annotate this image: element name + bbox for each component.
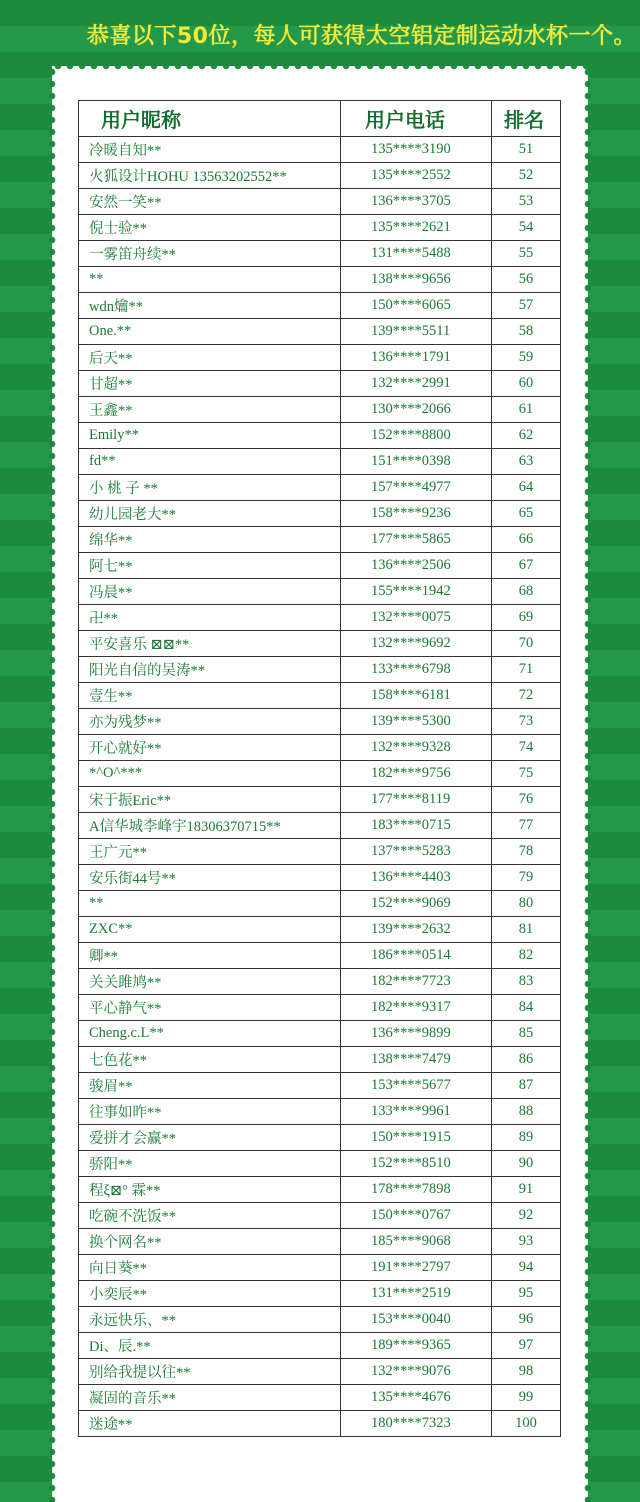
cell-phone: 178****7898 [341, 1177, 492, 1203]
cell-rank: 70 [492, 631, 561, 657]
cell-rank: 86 [492, 1047, 561, 1073]
cell-nickname: Di、辰.** [79, 1333, 341, 1359]
cell-phone: 131****2519 [341, 1281, 492, 1307]
table-row [79, 423, 561, 449]
cell-rank: 62 [492, 423, 561, 449]
cell-nickname: 吃碗不洗饭** [79, 1203, 341, 1229]
table-row [79, 1151, 561, 1177]
banner-title: 恭喜以下50位，每人可获得太空铝定制运动水杯一个。 [86, 23, 636, 49]
cell-phone: 158****9236 [341, 501, 492, 527]
cell-nickname: 卍** [79, 605, 341, 631]
cell-rank: 64 [492, 475, 561, 501]
cell-nickname: 安乐街44号** [79, 865, 341, 891]
cell-nickname: ** [79, 267, 341, 293]
cell-nickname: wdn爚** [79, 293, 341, 319]
cell-nickname: 冯晨** [79, 579, 341, 605]
cell-phone: 135****2552 [341, 163, 492, 189]
cell-phone: 136****3705 [341, 189, 492, 215]
table-row [79, 1099, 561, 1125]
table-row [79, 1125, 561, 1151]
cell-rank: 89 [492, 1125, 561, 1151]
table-row [79, 995, 561, 1021]
table-row [79, 1385, 561, 1411]
table-row [79, 501, 561, 527]
cell-rank: 95 [492, 1281, 561, 1307]
table-body [79, 137, 561, 1437]
cell-phone: 186****0514 [341, 943, 492, 969]
cell-nickname: 开心就好** [79, 735, 341, 761]
table-row [79, 215, 561, 241]
cell-rank: 77 [492, 813, 561, 839]
cell-phone: 138****9656 [341, 267, 492, 293]
cell-nickname: 后天** [79, 345, 341, 371]
table-row [79, 579, 561, 605]
cell-nickname: 阳光自信的吴涛** [79, 657, 341, 683]
cell-rank: 58 [492, 319, 561, 345]
cell-nickname: 关关雎鸠** [79, 969, 341, 995]
winners-table [78, 100, 561, 1437]
cell-rank: 68 [492, 579, 561, 605]
cell-phone: 151****0398 [341, 449, 492, 475]
cell-rank: 97 [492, 1333, 561, 1359]
cell-phone: 132****2991 [341, 371, 492, 397]
cell-nickname: 别给我提以往** [79, 1359, 341, 1385]
table-header-row [79, 101, 561, 137]
cell-nickname: 程ξ⊠° 霖** [79, 1177, 341, 1203]
table-row [79, 917, 561, 943]
cell-rank: 72 [492, 683, 561, 709]
cell-nickname: 往事如昨** [79, 1099, 341, 1125]
table-row [79, 683, 561, 709]
card-edge-decoration [52, 62, 588, 70]
cell-nickname: 王鑫** [79, 397, 341, 423]
cell-nickname: 爱拼才会赢** [79, 1125, 341, 1151]
cell-rank: 74 [492, 735, 561, 761]
cell-phone: 182****7723 [341, 969, 492, 995]
cell-nickname: One.** [79, 319, 341, 345]
cell-nickname: 一雾笛舟续** [79, 241, 341, 267]
table-row [79, 943, 561, 969]
cell-phone: 133****9961 [341, 1099, 492, 1125]
cell-phone: 136****2506 [341, 553, 492, 579]
cell-phone: 189****9365 [341, 1333, 492, 1359]
table-row [79, 1047, 561, 1073]
table-row [79, 839, 561, 865]
cell-phone: 182****9756 [341, 761, 492, 787]
table-row [79, 1229, 561, 1255]
table-row [79, 1203, 561, 1229]
cell-phone: 131****5488 [341, 241, 492, 267]
cell-phone: 150****6065 [341, 293, 492, 319]
cell-rank: 96 [492, 1307, 561, 1333]
table-row [79, 267, 561, 293]
table-row [79, 1359, 561, 1385]
cell-rank: 79 [492, 865, 561, 891]
table-row [79, 319, 561, 345]
cell-rank: 91 [492, 1177, 561, 1203]
cell-rank: 84 [492, 995, 561, 1021]
cell-nickname: 绵华** [79, 527, 341, 553]
table-row [79, 657, 561, 683]
cell-phone: 136****1791 [341, 345, 492, 371]
cell-nickname: 安然一笑** [79, 189, 341, 215]
cell-nickname: fd** [79, 449, 341, 475]
cell-phone: 133****6798 [341, 657, 492, 683]
cell-phone: 191****2797 [341, 1255, 492, 1281]
cell-rank: 59 [492, 345, 561, 371]
cell-rank: 69 [492, 605, 561, 631]
cell-rank: 100 [492, 1411, 561, 1437]
cell-nickname: 阿七** [79, 553, 341, 579]
table-row [79, 137, 561, 163]
cell-phone: 132****9076 [341, 1359, 492, 1385]
cell-rank: 90 [492, 1151, 561, 1177]
cell-rank: 61 [492, 397, 561, 423]
cell-nickname: 平安喜乐 ⊠⊠** [79, 631, 341, 657]
table-row [79, 1281, 561, 1307]
cell-phone: 185****9068 [341, 1229, 492, 1255]
table-row [79, 1021, 561, 1047]
table-row [79, 605, 561, 631]
cell-rank: 53 [492, 189, 561, 215]
cell-rank: 73 [492, 709, 561, 735]
cell-phone: 135****4676 [341, 1385, 492, 1411]
cell-nickname: 卿** [79, 943, 341, 969]
cell-nickname: 小 桃 子 ** [79, 475, 341, 501]
table-row [79, 891, 561, 917]
cell-phone: 153****0040 [341, 1307, 492, 1333]
cell-rank: 63 [492, 449, 561, 475]
cell-rank: 55 [492, 241, 561, 267]
cell-phone: 177****8119 [341, 787, 492, 813]
cell-rank: 88 [492, 1099, 561, 1125]
cell-phone: 139****2632 [341, 917, 492, 943]
cell-nickname: 火狐设计HOHU 13563202552** [79, 163, 341, 189]
header-phone: 用户电话 [341, 101, 492, 137]
cell-nickname: 壹生** [79, 683, 341, 709]
cell-phone: 137****5283 [341, 839, 492, 865]
cell-phone: 130****2066 [341, 397, 492, 423]
cell-rank: 93 [492, 1229, 561, 1255]
cell-nickname: 幼儿园老大** [79, 501, 341, 527]
table-row [79, 449, 561, 475]
cell-nickname: 向日葵** [79, 1255, 341, 1281]
cell-rank: 82 [492, 943, 561, 969]
cell-phone: 152****8800 [341, 423, 492, 449]
table-row [79, 813, 561, 839]
cell-nickname: 骄阳** [79, 1151, 341, 1177]
table-row [79, 865, 561, 891]
table-row [79, 631, 561, 657]
cell-nickname: *^O^*** [79, 761, 341, 787]
winners-card [52, 66, 588, 1502]
cell-phone: 153****5677 [341, 1073, 492, 1099]
cell-phone: 132****9692 [341, 631, 492, 657]
table-row [79, 163, 561, 189]
cell-rank: 85 [492, 1021, 561, 1047]
cell-rank: 78 [492, 839, 561, 865]
cell-rank: 66 [492, 527, 561, 553]
cell-rank: 71 [492, 657, 561, 683]
cell-rank: 92 [492, 1203, 561, 1229]
cell-nickname: Emily** [79, 423, 341, 449]
cell-phone: 132****0075 [341, 605, 492, 631]
cell-phone: 136****4403 [341, 865, 492, 891]
cell-phone: 136****9899 [341, 1021, 492, 1047]
table-row [79, 761, 561, 787]
cell-rank: 75 [492, 761, 561, 787]
table-row [79, 371, 561, 397]
cell-phone: 177****5865 [341, 527, 492, 553]
cell-rank: 94 [492, 1255, 561, 1281]
cell-phone: 183****0715 [341, 813, 492, 839]
cell-nickname: 骏眉** [79, 1073, 341, 1099]
cell-rank: 99 [492, 1385, 561, 1411]
cell-rank: 52 [492, 163, 561, 189]
table-row [79, 527, 561, 553]
table-row [79, 1333, 561, 1359]
table-row [79, 735, 561, 761]
cell-nickname: 甘超** [79, 371, 341, 397]
cell-rank: 81 [492, 917, 561, 943]
cell-nickname: Cheng.c.L** [79, 1021, 341, 1047]
cell-nickname: 换个网名** [79, 1229, 341, 1255]
cell-nickname: 小奕辰** [79, 1281, 341, 1307]
table-row [79, 787, 561, 813]
cell-phone: 135****3190 [341, 137, 492, 163]
cell-phone: 138****7479 [341, 1047, 492, 1073]
cell-phone: 139****5300 [341, 709, 492, 735]
cell-nickname: 凝固的音乐** [79, 1385, 341, 1411]
cell-nickname: A信华城李峰宇18306370715** [79, 813, 341, 839]
cell-phone: 132****9328 [341, 735, 492, 761]
table-row [79, 397, 561, 423]
cell-phone: 182****9317 [341, 995, 492, 1021]
cell-nickname: 宋于振Eric** [79, 787, 341, 813]
cell-rank: 56 [492, 267, 561, 293]
cell-rank: 87 [492, 1073, 561, 1099]
cell-rank: 83 [492, 969, 561, 995]
cell-phone: 157****4977 [341, 475, 492, 501]
cell-nickname: ZXC** [79, 917, 341, 943]
cell-phone: 152****9069 [341, 891, 492, 917]
cell-phone: 150****1915 [341, 1125, 492, 1151]
cell-nickname: 冷暖自知** [79, 137, 341, 163]
header-nickname: 用户昵称 [79, 101, 341, 137]
banner [0, 0, 640, 68]
table-row [79, 709, 561, 735]
cell-rank: 98 [492, 1359, 561, 1385]
cell-phone: 152****8510 [341, 1151, 492, 1177]
table-row [79, 1177, 561, 1203]
cell-nickname: 倪士验** [79, 215, 341, 241]
cell-rank: 54 [492, 215, 561, 241]
cell-nickname: 迷途** [79, 1411, 341, 1437]
table-row [79, 345, 561, 371]
table-row [79, 1255, 561, 1281]
table-row [79, 553, 561, 579]
cell-rank: 60 [492, 371, 561, 397]
header-rank: 排名 [492, 101, 561, 137]
table-row [79, 1073, 561, 1099]
table-row [79, 969, 561, 995]
cell-phone: 139****5511 [341, 319, 492, 345]
cell-nickname: 平心静气** [79, 995, 341, 1021]
cell-phone: 155****1942 [341, 579, 492, 605]
cell-nickname: 王广元** [79, 839, 341, 865]
table-row [79, 241, 561, 267]
table-row [79, 293, 561, 319]
cell-rank: 80 [492, 891, 561, 917]
table-row [79, 189, 561, 215]
cell-phone: 150****0767 [341, 1203, 492, 1229]
table-row [79, 1411, 561, 1437]
table-row [79, 1307, 561, 1333]
cell-rank: 67 [492, 553, 561, 579]
cell-rank: 57 [492, 293, 561, 319]
cell-rank: 51 [492, 137, 561, 163]
cell-phone: 135****2621 [341, 215, 492, 241]
cell-rank: 76 [492, 787, 561, 813]
cell-phone: 180****7323 [341, 1411, 492, 1437]
cell-nickname: ** [79, 891, 341, 917]
cell-phone: 158****6181 [341, 683, 492, 709]
table-row [79, 475, 561, 501]
cell-nickname: 永远快乐、** [79, 1307, 341, 1333]
cell-rank: 65 [492, 501, 561, 527]
cell-nickname: 亦为残梦** [79, 709, 341, 735]
cell-nickname: 七色花** [79, 1047, 341, 1073]
